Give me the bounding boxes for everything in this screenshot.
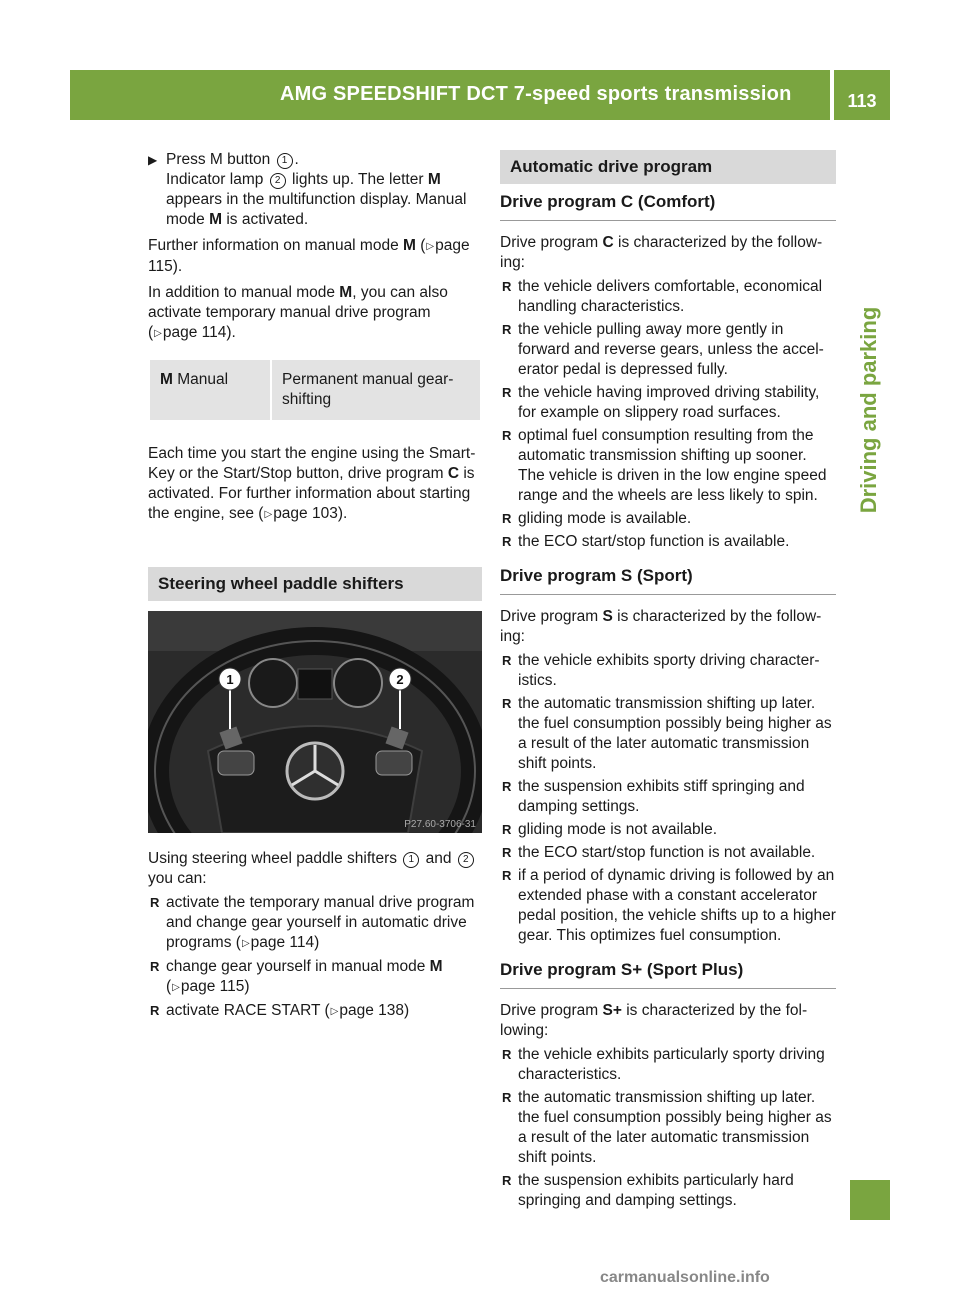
program-s-bullets	[500, 651, 836, 946]
chapter-tab-label: Driving and parking	[856, 306, 881, 514]
list-item: R gliding mode is not available.	[502, 821, 718, 838]
list-item: R if a period of dynamic driving is followed by an extended phase with a constant accelerator pedal position, the vehicle shifts up to a higher gear. This optimizes fuel consumption.	[502, 867, 836, 944]
mode-table	[148, 358, 482, 422]
list-item: R gliding mode is available.	[502, 510, 692, 527]
subheading-program-c: Drive program C (Comfort)	[500, 192, 836, 221]
left-column	[148, 150, 482, 1026]
subheading-program-splus: Drive program S+ (Sport Plus)	[500, 960, 836, 989]
callout-2-label: 2	[396, 672, 404, 687]
list-item: R the suspension exhibits stiff springing and damping settings.	[502, 778, 805, 815]
list-item: R the vehicle having improved driving stability, for example on slippery road surfaces.	[502, 384, 820, 421]
steering-wheel-photo	[148, 611, 482, 833]
page-114-link[interactable]: page 114)	[250, 934, 320, 951]
chapter-marker	[850, 1180, 890, 1220]
table-row	[149, 359, 481, 421]
further-info-paragraph: Further information on manual mode M (▷page 115).	[148, 237, 470, 275]
bullet-icon: R	[502, 279, 512, 294]
section-heading-automatic: Automatic drive program	[500, 150, 836, 184]
list-item: R the automatic transmission shifting up later. the fuel consumption possibly being higher as a result of the later automatic transmission shift points.	[502, 1089, 832, 1166]
right-column	[500, 150, 836, 1215]
bullet-icon: R	[502, 845, 512, 860]
each-time-paragraph: Each time you start the engine using the Smart-Key or the Start/Stop button, drive program C is activated. For further information about starting the engine, see (▷page 103).	[148, 445, 476, 522]
list-item: R activate RACE START (▷page 138)	[150, 1002, 410, 1019]
bullet-icon: R	[502, 428, 512, 443]
bullet-icon: R	[502, 696, 512, 711]
bullet-icon: R	[502, 653, 512, 668]
page-115-link[interactable]: page 115)	[180, 978, 250, 995]
callout-1-icon: 1	[403, 852, 419, 868]
list-item: R the suspension exhibits particularly hard springing and damping settings.	[502, 1172, 794, 1209]
page-103-link[interactable]: page 103).	[273, 505, 348, 522]
page-number: 113	[834, 70, 890, 120]
program-splus-intro: Drive program S+ is characterized by the fol-lowing:	[500, 1002, 808, 1039]
photo-code: P27.60-3706-31	[404, 819, 476, 830]
mode-value-cell: Permanent manual gear-shifting	[271, 359, 481, 421]
bullet-icon: R	[502, 322, 512, 337]
using-paragraph: Using steering wheel paddle shifters 1 and 2 you can:	[148, 849, 482, 889]
bullet-icon: R	[502, 1173, 512, 1188]
page-115-link[interactable]: page 115).	[148, 237, 470, 275]
callout-1-icon: 1	[277, 153, 293, 169]
paddle-bullets	[148, 893, 482, 1022]
page-ref-icon: ▷	[264, 509, 273, 520]
list-item: R the automatic transmission shifting up later. the fuel consumption possibly being higher as a result of the later automatic transmission shift points.	[502, 695, 832, 772]
watermark: carmanualsonline.info	[600, 1269, 770, 1286]
bullet-icon: R	[502, 822, 512, 837]
bullet-icon: R	[502, 534, 512, 549]
page-ref-icon: ▷	[330, 1006, 339, 1017]
instruction-step: ▶ Press M button 1 . Indicator lamp 2 lights up. The letter M appears in the multifunction display. Manual mode M is activated.	[148, 151, 467, 228]
section-heading-paddle-shifters: Steering wheel paddle shifters	[148, 567, 482, 601]
callout-2-icon: 2	[270, 173, 286, 189]
list-item: R the ECO start/stop function is not available.	[502, 844, 816, 861]
bullet-icon: R	[150, 1003, 160, 1018]
bullet-icon: R	[502, 868, 512, 883]
list-item: R the vehicle exhibits particularly sporty driving characteristics.	[502, 1046, 825, 1083]
program-splus-bullets	[500, 1045, 836, 1211]
step-arrow-icon: ▶	[148, 153, 158, 167]
callout-1-label: 1	[226, 672, 234, 687]
list-item: R optimal fuel consumption resulting from the automatic transmission shifting up sooner. The vehicle is driven in the low engine speed range and the wheels are less likely to spin.	[502, 427, 827, 504]
list-item: R the vehicle exhibits sporty driving character-istics.	[502, 652, 820, 689]
program-c-bullets	[500, 277, 836, 552]
list-item: R change gear yourself in manual mode M (▷page 115)	[150, 958, 443, 995]
page-ref-icon: ▷	[172, 982, 180, 993]
bullet-icon: R	[502, 1090, 512, 1105]
page-ref-icon: ▷	[154, 328, 162, 339]
list-item: R the ECO start/stop function is available.	[502, 533, 790, 550]
program-c-intro: Drive program C is characterized by the follow-ing:	[500, 234, 823, 271]
program-s-intro: Drive program S is characterized by the follow-ing:	[500, 608, 822, 645]
bullet-icon: R	[502, 511, 512, 526]
list-item: R activate the temporary manual drive program and change gear yourself in automatic drive programs (▷page 114)	[150, 894, 475, 951]
subheading-program-s: Drive program S (Sport)	[500, 566, 836, 595]
list-item: R the vehicle delivers comfortable, economical handling characteristics.	[502, 278, 823, 315]
page-ref-icon: ▷	[241, 938, 250, 949]
page-138-link[interactable]: page 138)	[339, 1002, 410, 1019]
list-item: R the vehicle pulling away more gently in forward and reverse gears, unless the accel-erator pedal is depressed fully.	[502, 321, 824, 378]
addition-paragraph: In addition to manual mode M, you can also activate temporary manual drive program (▷page 114).	[148, 284, 448, 341]
bullet-icon: R	[502, 385, 512, 400]
page-114-link[interactable]: page 114).	[162, 324, 236, 341]
bullet-icon: R	[150, 959, 160, 974]
bullet-icon: R	[150, 895, 160, 910]
mode-key-cell: M Manual	[149, 359, 271, 421]
bullet-icon: R	[502, 1047, 512, 1062]
page-title: AMG SPEEDSHIFT DCT 7-speed sports transmission	[280, 83, 792, 105]
bullet-icon: R	[502, 779, 512, 794]
page-ref-icon: ▷	[426, 241, 435, 252]
callout-2-icon: 2	[458, 852, 474, 868]
